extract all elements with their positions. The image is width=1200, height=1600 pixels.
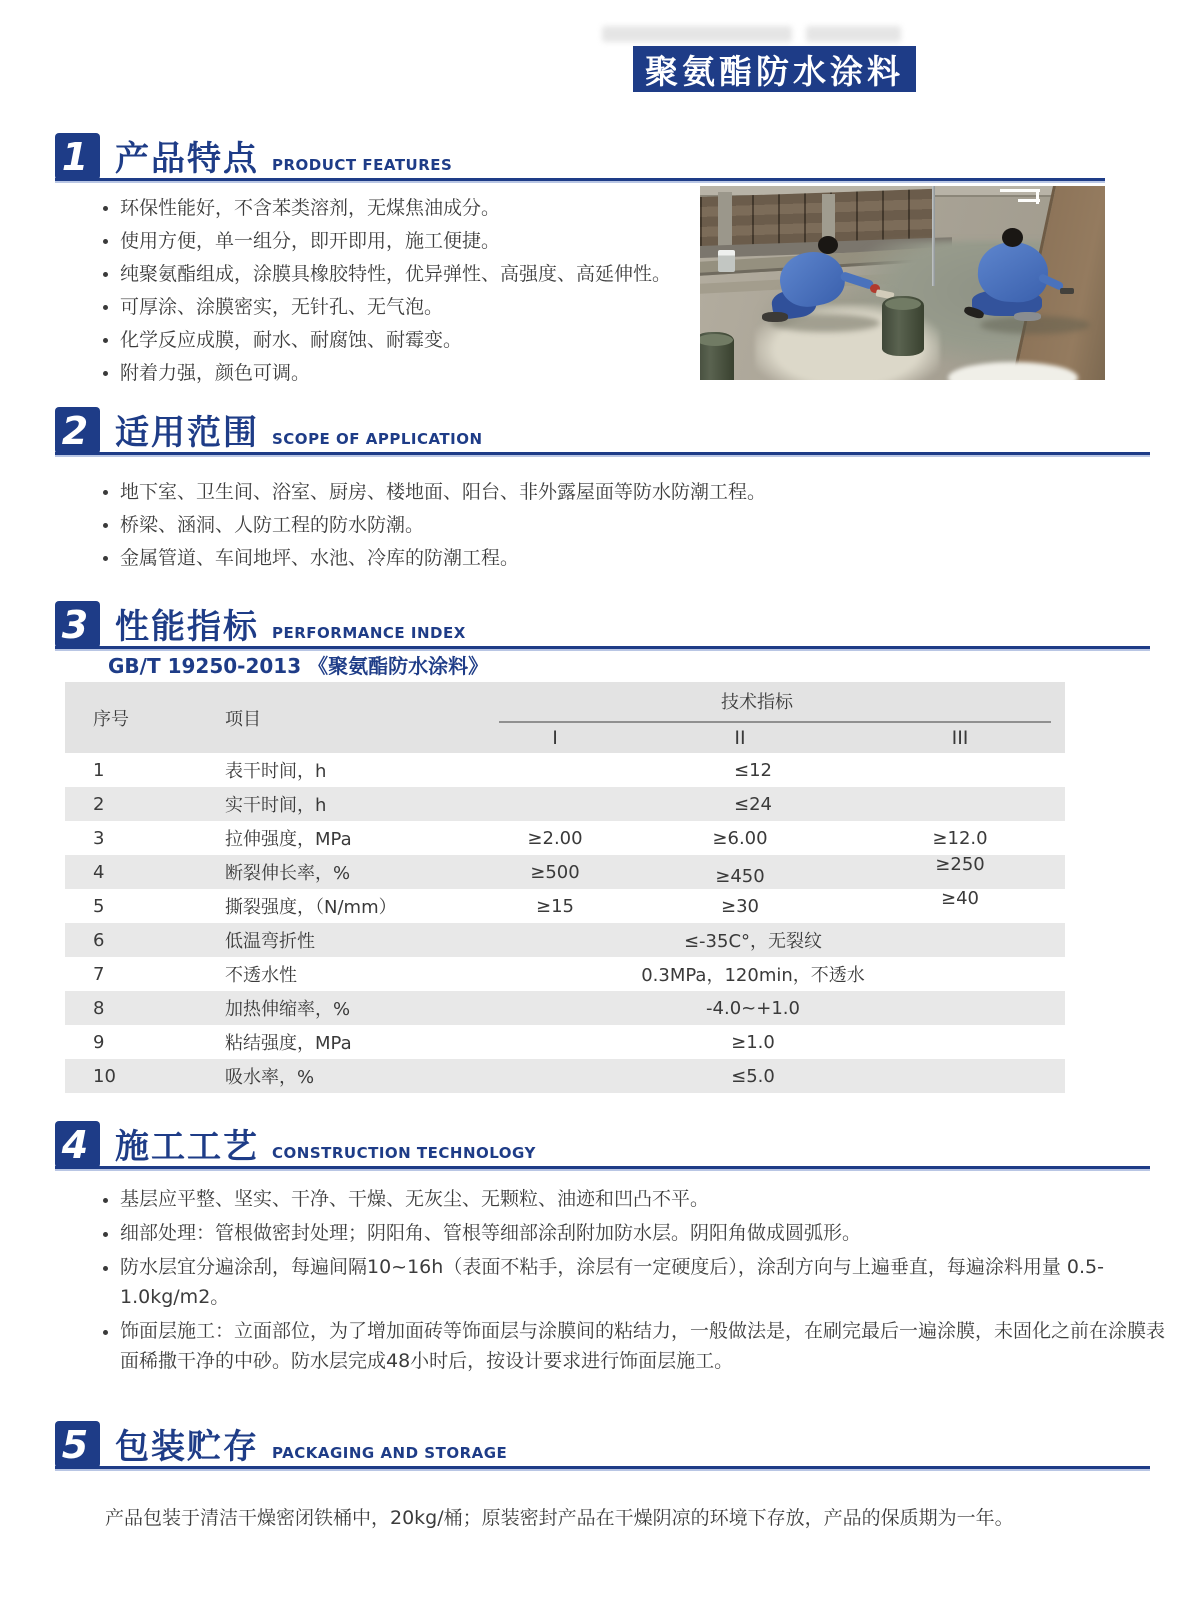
photo-worker-head xyxy=(818,236,838,254)
section1-header xyxy=(55,129,1105,181)
photo-barrel xyxy=(882,296,924,356)
bullet-dot-icon xyxy=(103,1232,108,1237)
photo-railing xyxy=(1000,189,1040,192)
section2-number: 2 xyxy=(55,407,100,454)
table-row: 9 粘结强度，MPa ≥1.0 xyxy=(93,1031,775,1054)
column-header-tech: 技术指标 xyxy=(485,682,1065,723)
section5-number: 5 xyxy=(55,1421,100,1468)
list-item: 细部处理：管根做密封处理；阴阳角、管根等细部涂刮附加防水层。阴阳角做成圆弧形。 xyxy=(103,1218,1181,1248)
bullet-dot-icon xyxy=(103,556,108,561)
table-row: 2 实干时间，h ≤24 xyxy=(65,787,1065,821)
section1-number: 1 xyxy=(55,133,100,180)
page-title: 聚氨酯防水涂料 xyxy=(645,51,904,91)
section1-title: 产品特点 xyxy=(115,139,259,179)
photo-paint-bucket xyxy=(718,250,735,272)
list-item: 使用方便，单一组分，即开即用，施工便捷。 xyxy=(103,225,693,258)
bullet-dot-icon xyxy=(103,1266,108,1271)
section2-subtitle: SCOPE OF APPLICATION xyxy=(272,430,483,448)
list-item: 纯聚氨酯组成，涂膜具橡胶特性，优异弹性、高强度、高延伸性。 xyxy=(103,258,693,291)
section3-header xyxy=(55,597,1150,649)
photo-railing xyxy=(1018,199,1040,202)
section4-bullet-list xyxy=(103,1184,1181,1380)
list-item: 金属管道、车间地坪、水池、冷库的防潮工程。 xyxy=(103,542,823,575)
table-row: 10 吸水率，% ≤5.0 xyxy=(65,1059,1065,1093)
bullet-dot-icon xyxy=(103,1330,108,1335)
performance-table xyxy=(65,682,1065,1093)
standard-reference: GB/T 19250-2013 《聚氨酯防水涂料》 xyxy=(108,654,489,678)
bullet-dot-icon xyxy=(103,206,108,211)
product-photo xyxy=(700,186,1105,380)
table-row: 5 撕裂强度，（N/mm） ≥15 ≥30 ≥40 xyxy=(93,887,979,918)
section2-bullet-list xyxy=(103,476,823,575)
section2-title: 适用范围 xyxy=(115,413,259,453)
table-row: 8 加热伸缩率，% -4.0~+1.0 xyxy=(65,991,1065,1025)
bullet-dot-icon xyxy=(103,305,108,310)
photo-worker-right xyxy=(972,234,1105,339)
photo-worker-left xyxy=(758,238,893,343)
list-item: 附着力强，颜色可调。 xyxy=(103,357,693,390)
section5-header xyxy=(55,1417,1150,1469)
section1-subtitle: PRODUCT FEATURES xyxy=(272,156,453,174)
scan-artifact xyxy=(806,26,901,42)
bullet-dot-icon xyxy=(103,1198,108,1203)
column-header-level-2: II xyxy=(625,723,855,753)
column-header-level-3: III xyxy=(855,723,1065,753)
section5-title: 包装贮存 xyxy=(115,1427,259,1467)
bullet-dot-icon xyxy=(103,490,108,495)
column-header-no: 序号 xyxy=(65,682,160,753)
page-title-banner xyxy=(633,46,916,92)
list-item: 环保性能好，不含苯类溶剂，无煤焦油成分。 xyxy=(103,192,693,225)
list-item: 桥梁、涵洞、人防工程的防水防潮。 xyxy=(103,509,823,542)
table-row: 6 低温弯折性 ≤-35C°，无裂纹 xyxy=(65,923,1065,957)
photo-worker-head xyxy=(1002,228,1023,247)
list-item: 可厚涂、涂膜密实，无针孔、无气泡。 xyxy=(103,291,693,324)
table-row: 1 表干时间，h ≤12 xyxy=(93,759,772,782)
photo-wall-post xyxy=(718,192,732,250)
list-item: 化学反应成膜，耐水、耐腐蚀、耐霉变。 xyxy=(103,324,693,357)
section4-header xyxy=(55,1117,1150,1169)
section1-bullet-list xyxy=(103,192,693,390)
bullet-dot-icon xyxy=(103,239,108,244)
section3-title: 性能指标 xyxy=(115,607,259,647)
table-row: 4 断裂伸长率，% ≥500 ≥450 ≥250 xyxy=(65,855,1065,889)
list-item: 基层应平整、坚实、干净、干燥、无灰尘、无颗粒、油迹和凹凸不平。 xyxy=(103,1184,1181,1214)
list-item: 地下室、卫生间、浴室、厨房、楼地面、阳台、非外露屋面等防水防潮工程。 xyxy=(103,476,823,509)
photo-pole xyxy=(932,186,935,286)
photo-trowel xyxy=(1060,288,1074,294)
packaging-text: 产品包装于清洁干燥密闭铁桶中，20kg/桶；原装密封产品在干燥阴凉的环境下存放，产品的保质期为一年。 xyxy=(105,1507,1014,1529)
table-row: 3 拉伸强度，MPa ≥2.00 ≥6.00 ≥12.0 xyxy=(93,827,988,850)
table-row: 7 不透水性 0.3MPa，120min，不透水 xyxy=(93,963,865,986)
bullet-dot-icon xyxy=(103,338,108,343)
section3-number: 3 xyxy=(55,601,100,648)
section2-header xyxy=(55,403,1150,455)
section4-number: 4 xyxy=(55,1121,100,1168)
bullet-dot-icon xyxy=(103,272,108,277)
bullet-dot-icon xyxy=(103,523,108,528)
list-item: 防水层宜分遍涂刮，每遍间隔10~16h（表面不粘手，涂层有一定硬度后），涂刮方向与上遍垂直，每遍涂料用量 0.5-1.0kg/m2。 xyxy=(103,1252,1181,1312)
section3-subtitle: PERFORMANCE INDEX xyxy=(272,624,466,642)
section4-subtitle: CONSTRUCTION TECHNOLOGY xyxy=(272,1144,536,1162)
list-item: 饰面层施工：立面部位，为了增加面砖等饰面层与涂膜间的粘结力，一般做法是，在刷完最后一遍涂膜，未固化之前在涂膜表面稀撒干净的中砂。防水层完成48小时后，按设计要求进行饰面层施工。 xyxy=(103,1316,1181,1376)
column-header-item: 项目 xyxy=(160,682,485,753)
photo-barrel xyxy=(700,332,734,380)
column-header-level-1: I xyxy=(485,723,625,753)
scan-artifact xyxy=(602,26,792,42)
bullet-dot-icon xyxy=(103,371,108,376)
section5-subtitle: PACKAGING AND STORAGE xyxy=(272,1444,508,1462)
section4-title: 施工工艺 xyxy=(115,1127,259,1167)
